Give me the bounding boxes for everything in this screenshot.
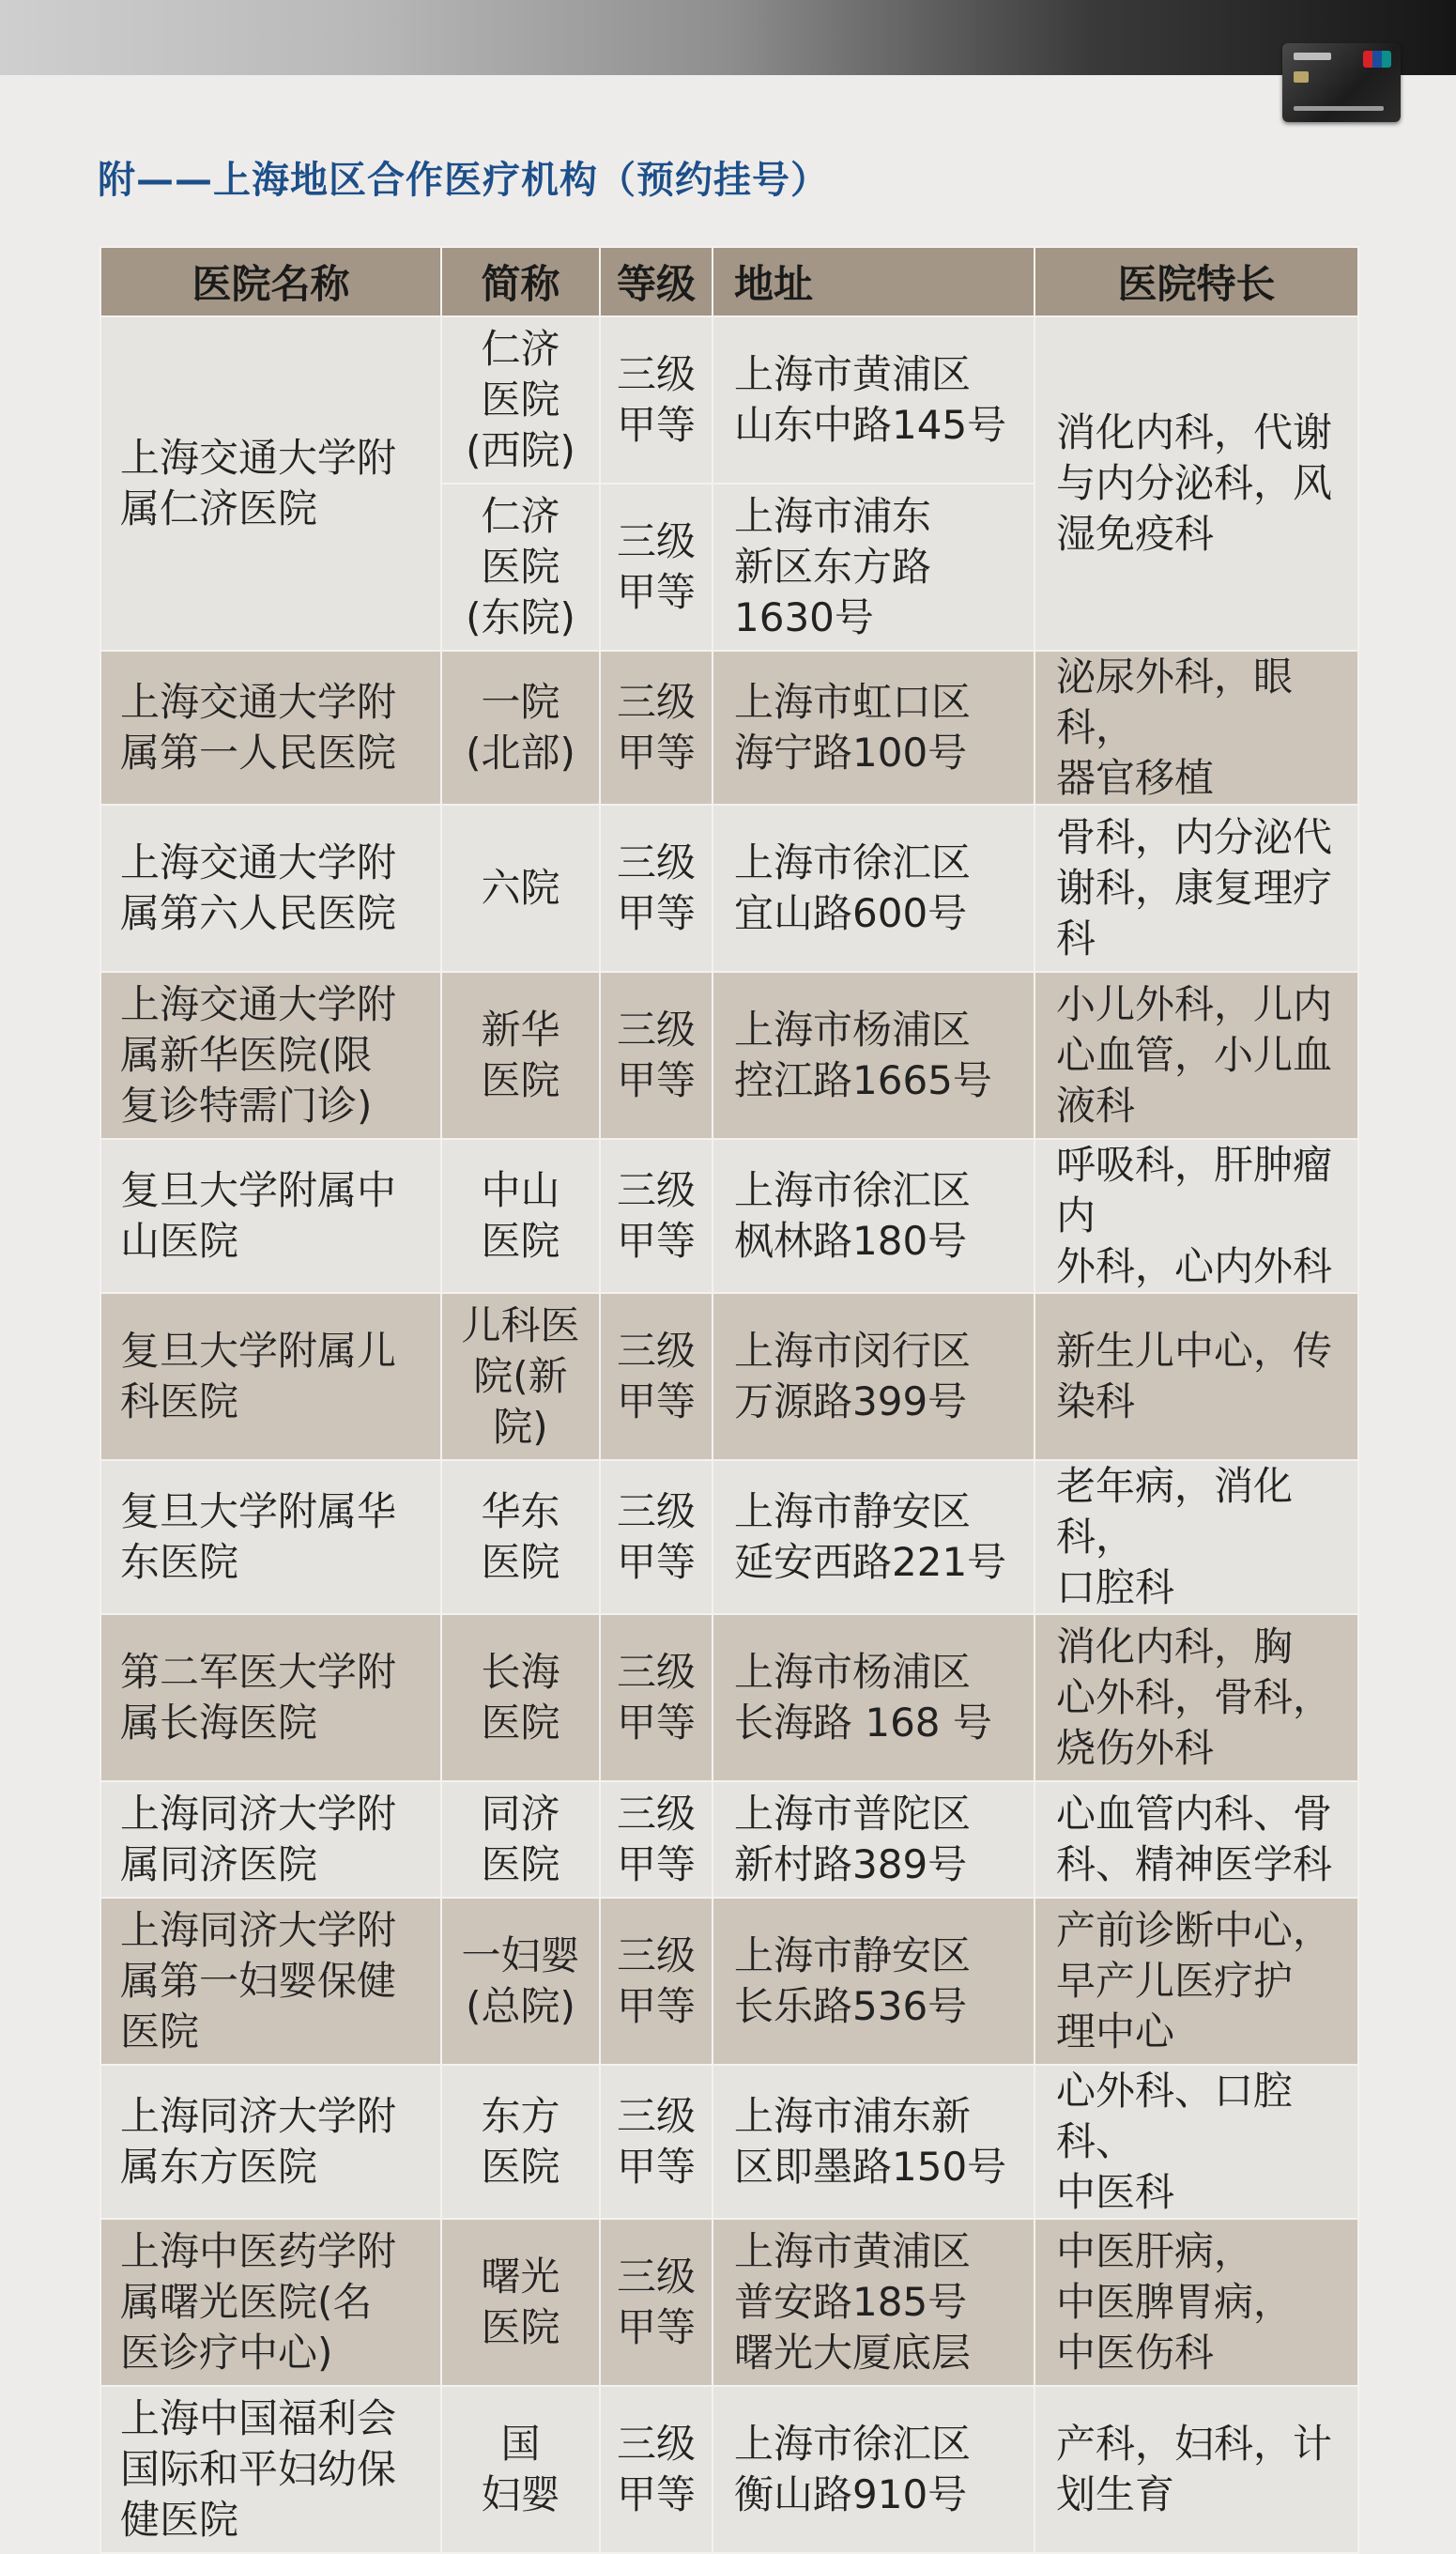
hospital-level: 三级 甲等: [600, 805, 713, 972]
unionpay-logo: [1363, 51, 1391, 68]
hospital-name: 第二军医大学附 属长海医院: [100, 1614, 441, 1781]
hospital-level: 三级 甲等: [600, 2065, 713, 2219]
hospital-level: 三级 甲等: [600, 972, 713, 1139]
table-row: [100, 651, 1358, 805]
hospital-level: 三级 甲等: [600, 1460, 713, 1614]
table-row: [100, 805, 1358, 972]
hospital-specialties: 新生儿中心，传 染科: [1035, 1293, 1358, 1460]
hospital-address: 上海市徐汇区 枫林路180号: [713, 1139, 1035, 1293]
hospital-address: 上海市浦东新 区即墨路150号: [713, 2065, 1035, 2219]
hospital-address: 上海市徐汇区 宜山路600号: [713, 805, 1035, 972]
hospital-abbreviation: 一院 (北部): [441, 651, 600, 805]
table-row: [100, 2386, 1358, 2553]
hospital-abbreviation: 六院: [441, 805, 600, 972]
table-row: [100, 316, 1358, 484]
hospital-abbreviation: 中山 医院: [441, 1139, 600, 1293]
hospital-abbreviation: 仁济 医院 (西院): [441, 316, 600, 484]
hospital-table: [100, 246, 1359, 2554]
hospital-level: 三级 甲等: [600, 1898, 713, 2065]
table-row: [100, 2219, 1358, 2386]
hospital-abbreviation: 一妇婴 (总院): [441, 1898, 600, 2065]
table-row: [100, 972, 1358, 1139]
hospital-specialties: 泌尿外科，眼科， 器官移植: [1035, 651, 1358, 805]
hospital-level: 三级 甲等: [600, 651, 713, 805]
table-row: [100, 1898, 1358, 2065]
hospital-abbreviation: 华东 医院: [441, 1460, 600, 1614]
hospital-level: 三级 甲等: [600, 1614, 713, 1781]
hospital-address: 上海市静安区 长乐路536号: [713, 1898, 1035, 2065]
table-row: [100, 1781, 1358, 1898]
hospital-address: 上海市普陀区 新村路389号: [713, 1781, 1035, 1898]
hospital-address: 上海市徐汇区 衡山路910号: [713, 2386, 1035, 2553]
table-row: [100, 1614, 1358, 1781]
hospital-abbreviation: 新华 医院: [441, 972, 600, 1139]
table-header-row: [100, 247, 1358, 316]
hospital-address: 上海市杨浦区 控江路1665号: [713, 972, 1035, 1139]
hospital-abbreviation: 国 妇婴: [441, 2386, 600, 2553]
header-specialties: 医院特长: [1035, 247, 1358, 316]
hospital-name: 上海交通大学附 属新华医院(限 复诊特需门诊): [100, 972, 441, 1139]
hospital-specialties: 心外科、口腔科、 中医科: [1035, 2065, 1358, 2219]
hospital-specialties: 骨科，内分泌代 谢科，康复理疗 科: [1035, 805, 1358, 972]
hospital-name: 上海同济大学附 属同济医院: [100, 1781, 441, 1898]
table-row: [100, 1139, 1358, 1293]
hospital-address: 上海市浦东 新区东方路 1630号: [713, 484, 1035, 651]
hospital-abbreviation: 仁济 医院 (东院): [441, 484, 600, 651]
hospital-specialties: 心血管内科、骨 科、精神医学科: [1035, 1781, 1358, 1898]
hospital-name: 上海交通大学附 属仁济医院: [100, 316, 441, 651]
header-address: 地址: [713, 247, 1035, 316]
hospital-specialties: 产前诊断中心， 早产儿医疗护 理中心: [1035, 1898, 1358, 2065]
hospital-name: 上海同济大学附 属第一妇婴保健 医院: [100, 1898, 441, 2065]
header-level: 等级: [600, 247, 713, 316]
bank-card-image: [1282, 43, 1401, 122]
card-number: [1294, 106, 1384, 111]
hospital-address: 上海市杨浦区 长海路 168 号: [713, 1614, 1035, 1781]
hospital-level: 三级 甲等: [600, 1293, 713, 1460]
table-row: [100, 1293, 1358, 1460]
header-abbreviation: 简称: [441, 247, 600, 316]
hospital-specialties: 呼吸科，肝肿瘤内 外科，心内外科: [1035, 1139, 1358, 1293]
hospital-abbreviation: 长海 医院: [441, 1614, 600, 1781]
hospital-name: 上海交通大学附 属第六人民医院: [100, 805, 441, 972]
hospital-table-wrapper: [100, 246, 1357, 2554]
hospital-address: 上海市黄浦区 山东中路145号: [713, 316, 1035, 484]
hospital-specialties: 产科，妇科，计 划生育: [1035, 2386, 1358, 2553]
hospital-name: 复旦大学附属儿 科医院: [100, 1293, 441, 1460]
hospital-address: 上海市闵行区 万源路399号: [713, 1293, 1035, 1460]
hospital-address: 上海市黄浦区 普安路185号 曙光大厦底层: [713, 2219, 1035, 2386]
page-title: 附——上海地区合作医疗机构（预约挂号）: [98, 159, 829, 202]
hospital-address: 上海市静安区 延安西路221号: [713, 1460, 1035, 1614]
hospital-level: 三级 甲等: [600, 316, 713, 484]
hospital-abbreviation: 儿科医 院(新 院): [441, 1293, 600, 1460]
hospital-name: 上海同济大学附 属东方医院: [100, 2065, 441, 2219]
header-hospital-name: 医院名称: [100, 247, 441, 316]
table-row: [100, 1460, 1358, 1614]
top-decorative-band: [0, 0, 1456, 75]
hospital-level: 三级 甲等: [600, 2219, 713, 2386]
hospital-abbreviation: 东方 医院: [441, 2065, 600, 2219]
hospital-name: 上海交通大学附 属第一人民医院: [100, 651, 441, 805]
hospital-level: 三级 甲等: [600, 2386, 713, 2553]
hospital-level: 三级 甲等: [600, 1781, 713, 1898]
hospital-specialties: 老年病，消化科， 口腔科: [1035, 1460, 1358, 1614]
hospital-specialties: 消化内科，胸 心外科，骨科， 烧伤外科: [1035, 1614, 1358, 1781]
hospital-name: 上海中医药学附 属曙光医院(名 医诊疗中心): [100, 2219, 441, 2386]
hospital-abbreviation: 同济 医院: [441, 1781, 600, 1898]
hospital-specialties: 消化内科，代谢 与内分泌科，风 湿免疫科: [1035, 316, 1358, 651]
hospital-level: 三级 甲等: [600, 1139, 713, 1293]
hospital-specialties: 小儿外科，儿内 心血管，小儿血 液科: [1035, 972, 1358, 1139]
hospital-level: 三级 甲等: [600, 484, 713, 651]
hospital-specialties: 中医肝病， 中医脾胃病， 中医伤科: [1035, 2219, 1358, 2386]
hospital-name: 复旦大学附属中 山医院: [100, 1139, 441, 1293]
table-row: [100, 2065, 1358, 2219]
hospital-address: 上海市虹口区 海宁路100号: [713, 651, 1035, 805]
hospital-name: 复旦大学附属华 东医院: [100, 1460, 441, 1614]
card-chip: [1294, 71, 1309, 83]
hospital-name: 上海中国福利会 国际和平妇幼保 健医院: [100, 2386, 441, 2553]
bank-logo: [1294, 53, 1331, 60]
hospital-abbreviation: 曙光 医院: [441, 2219, 600, 2386]
